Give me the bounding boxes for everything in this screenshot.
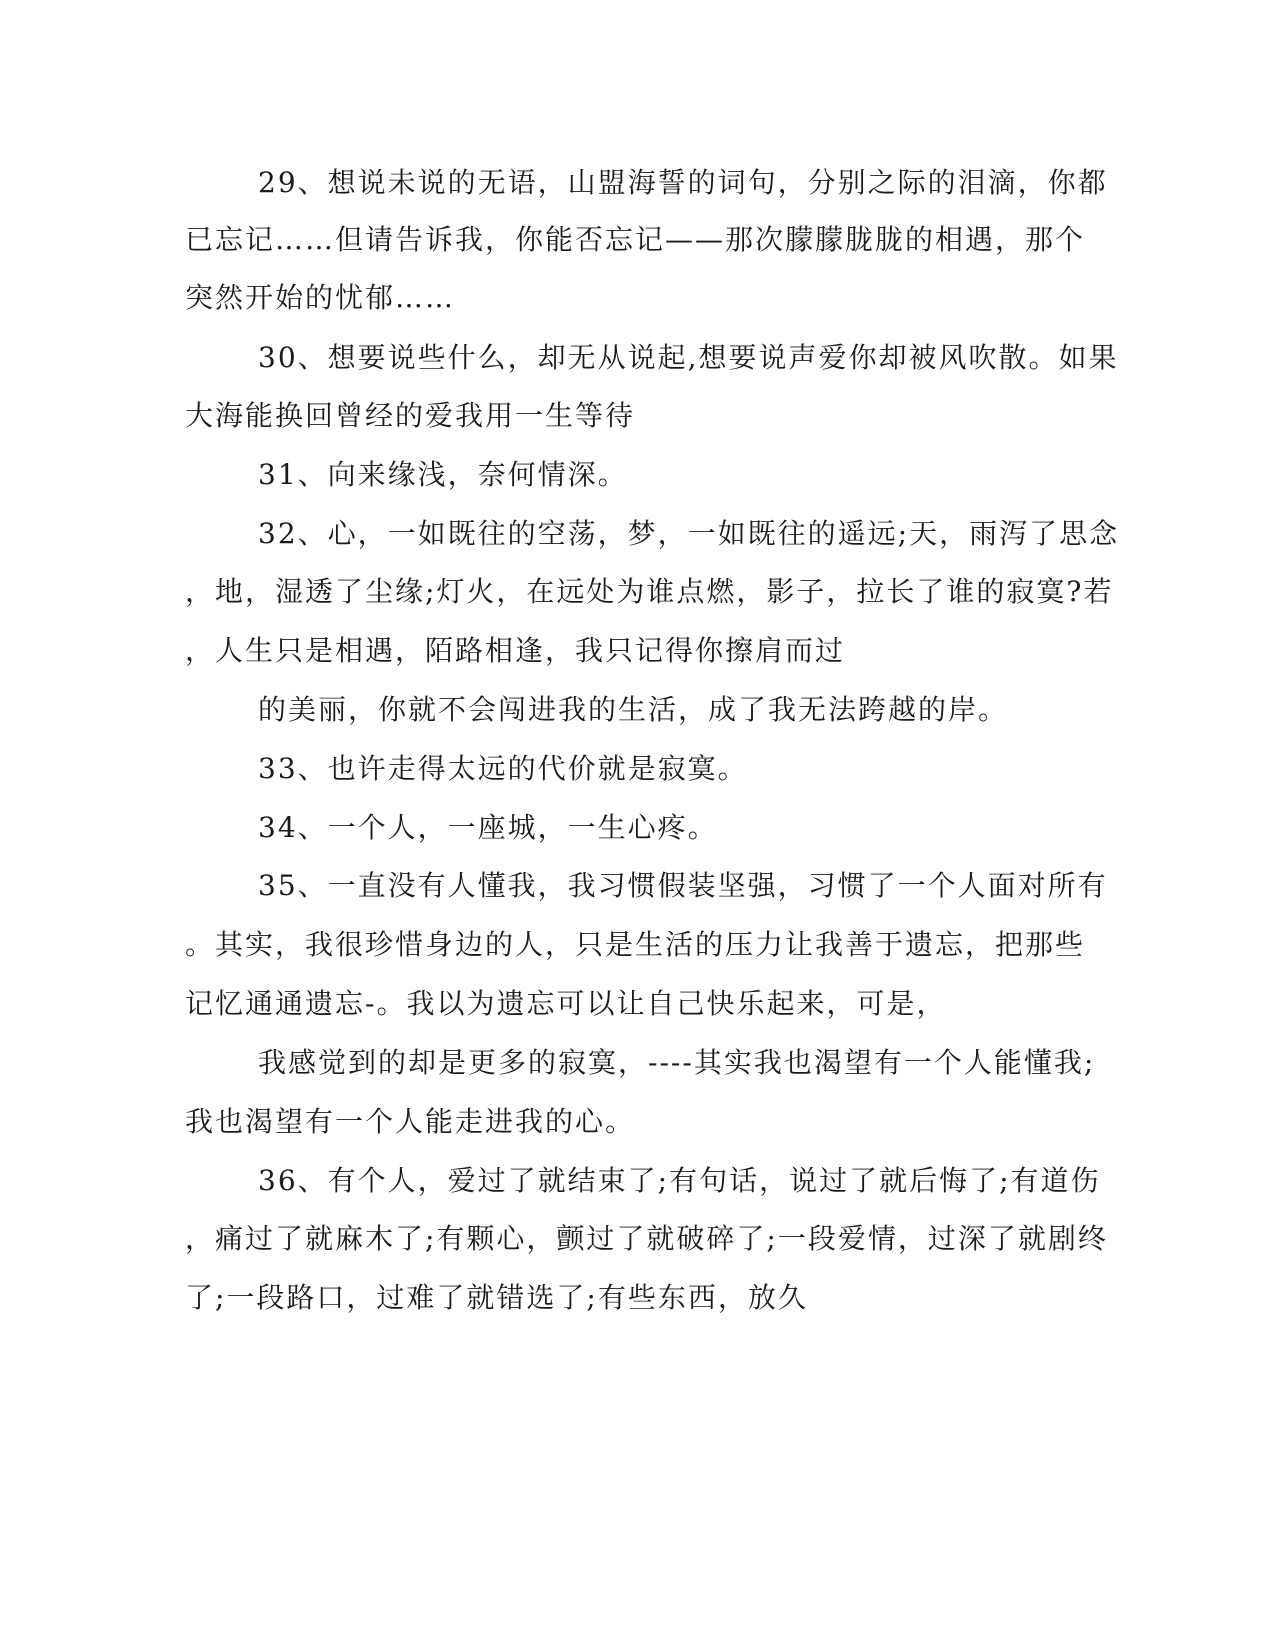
- paragraph-29-line-3: 突然开始的忧郁……: [185, 281, 456, 314]
- paragraph-29-line-2: 已忘记……但请告诉我，你能否忘记——那次朦朦胧胧的相遇，那个: [185, 223, 1086, 256]
- paragraph-32-line-2: ，地，湿透了尘缘;灯火，在远处为谁点燃，影子，拉长了谁的寂寞?若: [185, 575, 1114, 608]
- paragraph-34: 34、一个人，一座城，一生心疼。: [258, 811, 718, 844]
- paragraph-36-line-3: 了;一段路口，过难了就错选了;有些东西，放久: [185, 1281, 808, 1314]
- paragraph-30-line-2: 大海能换回曾经的爱我用一生等待: [185, 399, 636, 432]
- paragraph-33: 33、也许走得太远的代价就是寂寞。: [258, 752, 748, 785]
- paragraph-35-line-4: 我感觉到的却是更多的寂寞，----其实我也渴望有一个人能懂我;: [258, 1046, 1096, 1079]
- paragraph-29-line-1: 29、想说未说的无语，山盟海誓的词句，分别之际的泪滴，你都: [258, 166, 1108, 199]
- paragraph-35-line-3: 记忆通通遗忘-。我以为遗忘可以让自己快乐起来，可是，: [185, 987, 947, 1020]
- paragraph-32-line-3: ，人生只是相遇，陌路相逢，我只记得你擦肩而过: [185, 634, 846, 667]
- paragraph-36-line-2: ，痛过了就麻木了;有颗心，颤过了就破碎了;一段爱情，过深了就剧终: [185, 1222, 1108, 1255]
- paragraph-30-line-1: 30、想要说些什么，却无从说起,想要说声爱你却被风吹散。如果: [258, 341, 1119, 374]
- paragraph-36-line-1: 36、有个人，爱过了就结束了;有句话，说过了就后悔了;有道伤: [258, 1164, 1101, 1197]
- paragraph-35-line-5: 我也渴望有一个人能走进我的心。: [185, 1105, 636, 1138]
- paragraph-32-line-1: 32、心，一如既往的空荡，梦，一如既往的遥远;天，雨泻了思念: [258, 517, 1120, 550]
- paragraph-35-line-1: 35、一直没有人懂我，我习惯假装坚强，习惯了一个人面对所有: [258, 869, 1108, 902]
- paragraph-32-line-4: 的美丽，你就不会闯进我的生活，成了我无法跨越的岸。: [258, 693, 1009, 726]
- paragraph-31: 31、向来缘浅，奈何情深。: [258, 458, 628, 491]
- paragraph-35-line-2: 。其实，我很珍惜身边的人，只是生活的压力让我善于遗忘，把那些: [185, 928, 1086, 961]
